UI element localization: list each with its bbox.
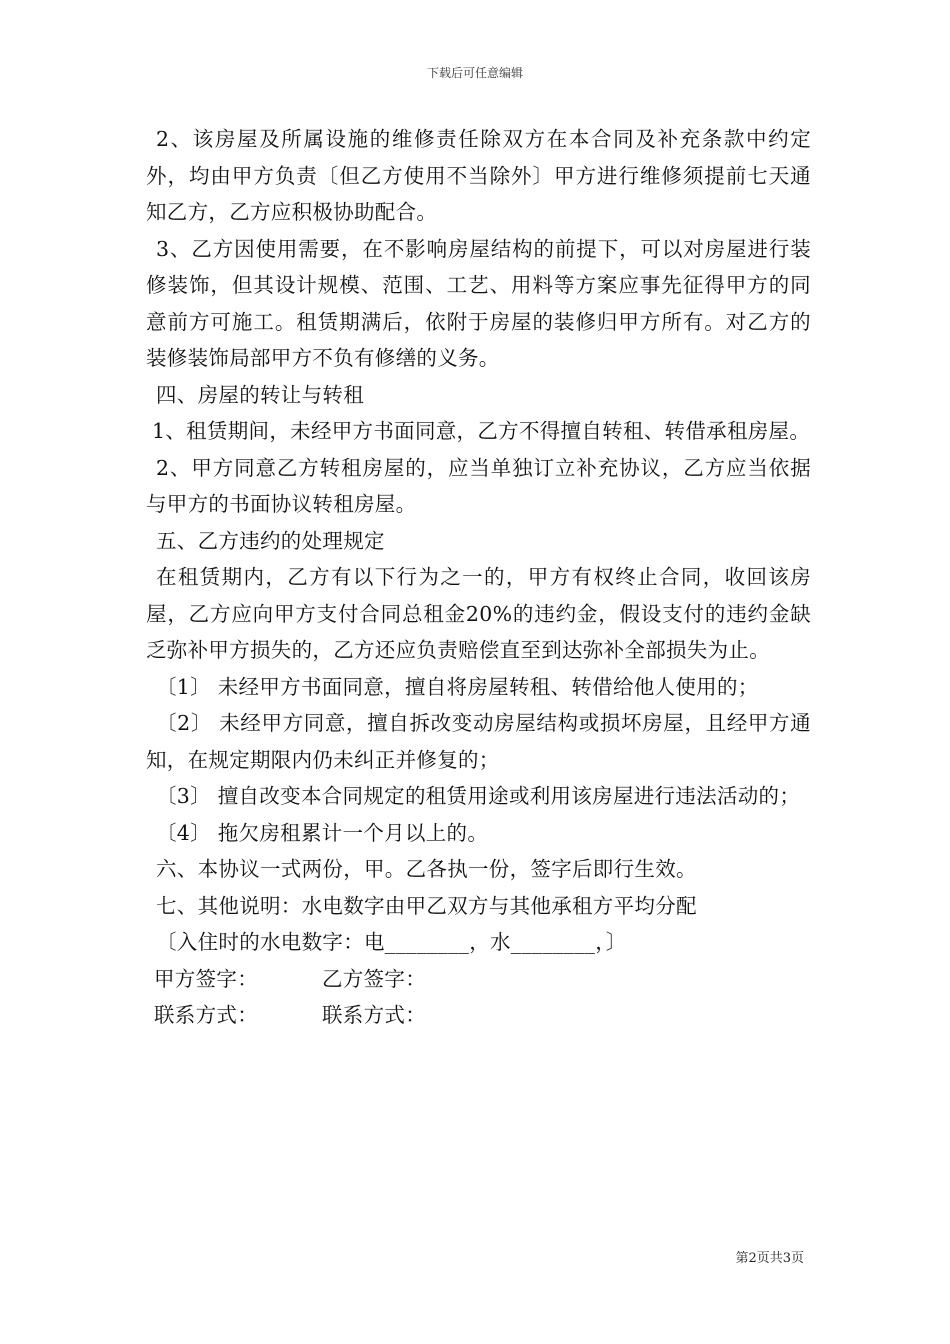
page-header: 下载后可任意编辑 [426, 66, 523, 80]
section-4-heading: 四、房屋的转让与转租 [156, 382, 364, 407]
clause-5-breach: 在租赁期内，乙方有以下行为之一的，甲方有权终止合同，收回该房屋，乙方应向甲方支付合同总租金20%的违约金，假设支付的违约金缺乏弥补甲方损失的，乙方还应负责赔偿直至到达弥补全部损失为止。 [146, 565, 811, 662]
section-5-heading: 五、乙方违约的处理规定 [156, 528, 385, 553]
document-body [146, 121, 811, 1034]
page-number: 第2页共3页 [735, 1251, 804, 1266]
breach-item-4: 〔4〕 拖欠房租累计一个月以上的。 [156, 820, 489, 845]
utility-readings: 〔入住时的水电数字：电________，水________，〕 [156, 930, 627, 954]
section-7-other: 七、其他说明：水电数字由甲乙双方与其他承租方平均分配 [156, 893, 697, 918]
clause-4-2-sublet-agreement: 2、甲方同意乙方转租房屋的，应当单独订立补充协议，乙方应当依据与甲方的书面协议转租房屋。 [146, 455, 811, 516]
party-a-signature-label: 甲方签字： [154, 966, 258, 991]
breach-item-3: 〔3〕 擅自改变本合同规定的租赁用途或利用该房屋进行违法活动的； [156, 784, 801, 808]
signature-row [146, 961, 811, 998]
breach-item-2: 〔2〕 未经甲方同意，擅自拆改变动房屋结构或损坏房屋，且经甲方通知，在规定期限内仍未纠正并修复的； [146, 711, 811, 772]
contact-row [146, 997, 811, 1034]
party-b-signature-label: 乙方签字： [322, 966, 426, 991]
clause-2-repair: 2、该房屋及所属设施的维修责任除双方在本合同及补充条款中约定外，均由甲方负责〔但乙方使用不当除外〕甲方进行维修须提前七天通知乙方，乙方应积极协助配合。 [146, 127, 811, 224]
breach-item-1: 〔1〕 未经甲方书面同意，擅自将房屋转租、转借给他人使用的； [156, 674, 759, 699]
section-6-copies: 六、本协议一式两份，甲。乙各执一份，签字后即行生效。 [156, 857, 697, 881]
party-a-contact-label: 联系方式： [154, 1003, 258, 1027]
party-b-contact-label: 联系方式： [322, 1003, 426, 1027]
clause-3-renovation: 3、乙方因使用需要，在不影响房屋结构的前提下，可以对房屋进行装修装饰，但其设计规模、范围、工艺、用料等方案应事先征得甲方的同意前方可施工。租赁期满后，依附于房屋的装修归甲方所有。对乙方的装修装饰局部甲方不负有修缮的义务。 [146, 236, 811, 370]
clause-4-1-sublet: 1、租赁期间，未经甲方书面同意，乙方不得擅自转租、转借承租房屋。 [152, 419, 811, 443]
